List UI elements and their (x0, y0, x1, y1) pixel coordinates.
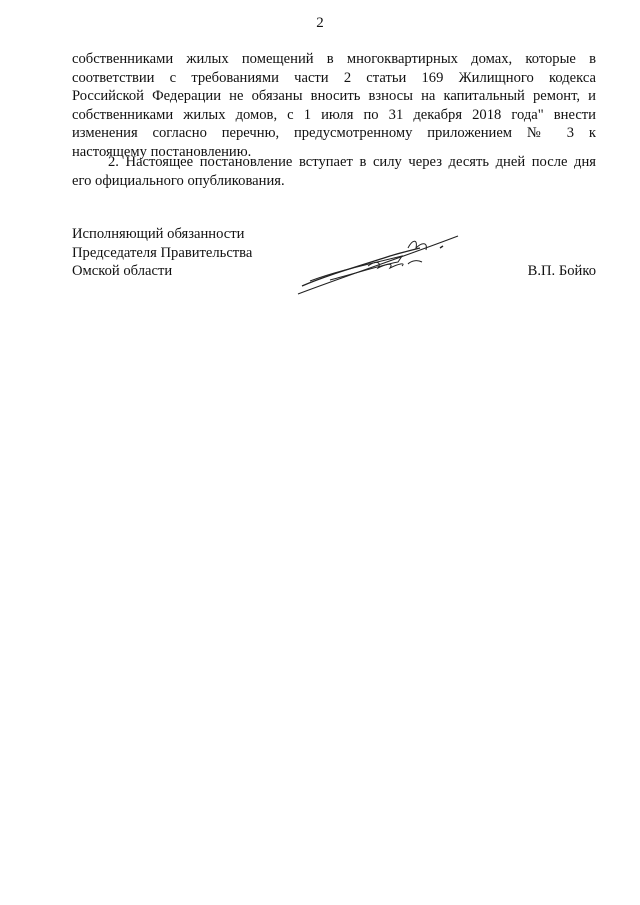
paragraph-1 (72, 50, 596, 162)
signatory-position-line: Председателя Правительства (72, 244, 253, 261)
signatory-position (72, 225, 252, 281)
signatory-position-line: Омской области (72, 263, 173, 280)
paragraph-1-line: соответствии с требованиями части 2 статьи 169 Жилищного кодекса (72, 69, 596, 86)
paragraph-1-line: Российской Федерации не обязаны вносить взносы на капитальный ремонт, и (72, 88, 596, 105)
paragraph-1-line: собственниками жилых помещений в многоквартирных домах, которые в (72, 51, 596, 67)
paragraph-2-line: его официального опубликования. (72, 172, 285, 189)
paragraph-1-line: изменения согласно перечню, предусмотренному приложением № 3 к (72, 125, 596, 142)
paragraph-2-line: 2. Настоящее постановление вступает в силу через десять дней после дня (108, 154, 596, 170)
signer-name: В.П. Бойко (527, 263, 596, 279)
paragraph-1-line: настоящему постановлению. (72, 143, 252, 160)
paragraph-2 (72, 153, 596, 190)
page-number: 2 (316, 15, 324, 31)
handwritten-signature (290, 226, 470, 300)
signatory-position-line: Исполняющий обязанности (72, 226, 245, 242)
paragraph-1-line: собственниками жилых домов, с 1 июля по 31 декабря 2018 года" внести (72, 106, 596, 123)
